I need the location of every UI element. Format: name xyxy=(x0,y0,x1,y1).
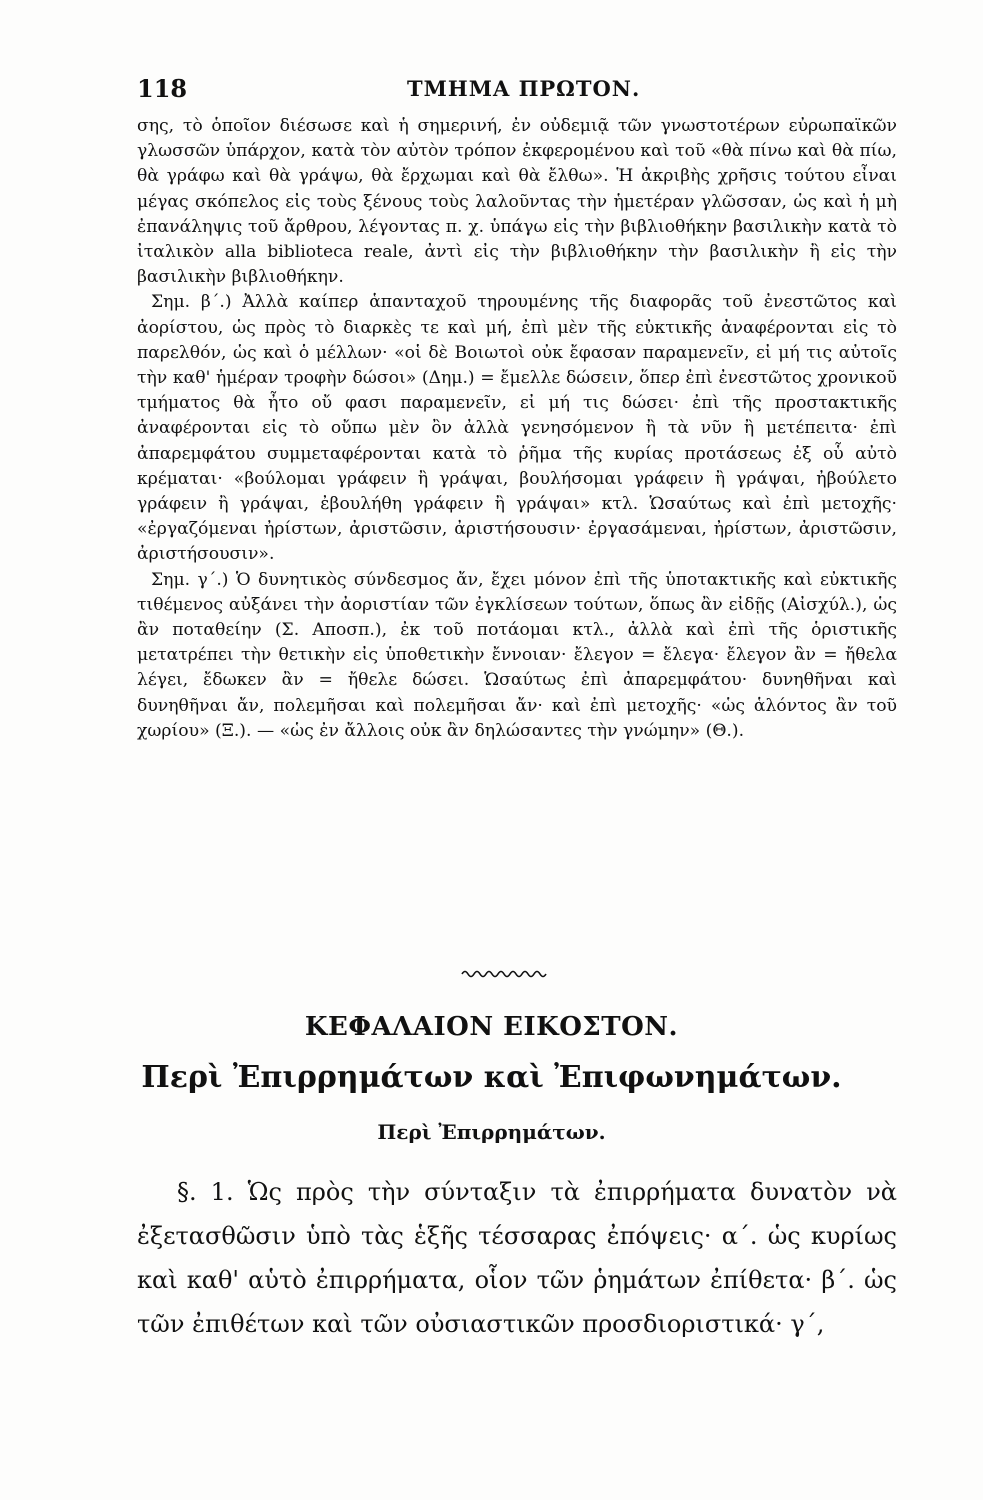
paragraph: §. 1. Ὡς πρὸς τὴν σύνταξιν τὰ ἐπιρρήματα δυνατὸν νὰ ἐξετασθῶσιν ὑπὸ τὰς ἑξῆς τέσσαρας ἐπόψεις· α΄. ὡς κυρίως καὶ καθ' αὑτὸ ἐπιρρήματα, οἷον τῶν ῥημάτων ἐπίθετα· β΄. ὡς τῶν ἐπιθέτων καὶ τῶν οὐσιαστικῶν προσδιοριστικά· γ΄, xyxy=(137,1178,897,1338)
section-subtitle: Περὶ Ἐπιρρημάτων. xyxy=(377,1120,606,1144)
ornament-divider xyxy=(460,968,550,980)
paragraph: σης, τὸ ὁποῖον διέσωσε καὶ ἡ σημερινή, ἐν οὐδεμιᾷ τῶν γνωστοτέρων εὐρωπαϊκῶν γλωσσῶν ὑπάρχον, κατὰ τὸν αὐτὸν τρόπον ἐκφερομένου καὶ τοῦ «θὰ πίνω καὶ θὰ πίω, θὰ γράφω καὶ θὰ γράψω, θὰ ἔρχωμαι καὶ θὰ ἔλθω». Ἡ ἀκριβὴς χρῆσις τούτου εἶναι μέγας σκόπελος εἰς τοὺς ξένους τοὺς λαλοῦντας τὴν ἡμετέραν γλῶσσαν, ὡς καὶ ἡ μὴ ἐπανάληψις τοῦ ἄρθρου, λέγοντας π. χ. ὑπάγω εἰς τὴν βιβλιοθήκην βασιλικὴν κατὰ τὸ ἰταλικὸν alla biblioteca reale, ἀντὶ εἰς τὴν βιβλιοθήκην τὴν βασιλικὴν ἢ εἰς τὴν βασιλικὴν βιβλιοθήκην. xyxy=(137,116,897,288)
paragraph: Σημ. γ΄.) Ὁ δυνητικὸς σύνδεσμος ἄν, ἔχει μόνον ἐπὶ τῆς ὑποτακτικῆς καὶ εὐκτικῆς τιθέμενος αὐξάνει τὴν ἀοριστίαν τῶν ἐγκλίσεων τούτων, ὅπως ἂν εἰδῇς (Αἰσχύλ.), ὡς ἂν ποταθείην (Σ. Αποσπ.), ἐκ τοῦ ποτάομαι κτλ., ἀλλὰ καὶ ἐπὶ τῆς ὁριστικῆς μετατρέπει τὴν θετικὴν εἰς ὑποθετικὴν ἔννοιαν· ἔλεγον = ἔλεγα· ἔλεγον ἂν = ἤθελα λέγει, ἔδωκεν ἂν = ἤθελε δώσει. Ὡσαύτως ἐπὶ ἀπαρεμφάτου· δυνηθῆναι καὶ δυνηθῆναι ἄν, πολεμῆσαι καὶ πολεμῆσαι ἄν· καὶ ἐπὶ μετοχῆς· «ὡς ἁλόντος ἂν τοῦ χωρίου» (Ξ.). — «ὡς ἐν ἄλλοις οὐκ ἂν δηλώσαντες τὴν γνώμην» (Θ.). xyxy=(137,569,897,741)
notes-body xyxy=(137,114,897,744)
paragraph: Σημ. β΄.) Ἀλλὰ καίπερ ἁπανταχοῦ τηρουμένης τῆς διαφορᾶς τοῦ ἐνεστῶτος καὶ ἀορίστου, ὡς πρὸς τὸ διαρκὲς τε καὶ μή, ἐπὶ μὲν τῆς εὐκτικῆς ἀναφέρονται εἰς τὸ παρελθόν, ὡς καὶ ὁ μέλλων· «οἱ δὲ Βοιωτοὶ οὐκ ἔφασαν παραμενεῖν, εἰ μή τις αὐτοῖς τὴν καθ' ἡμέραν τροφὴν δώσοι» (Δημ.) = ἔμελλε δώσειν, ὅπερ ἐπὶ ἐνεστῶτος χρονικοῦ τμήματος θὰ ἦτο οὔ φασι παραμενεῖν, εἰ μή τις δώσει· ἐπὶ τῆς προστακτικῆς ἀναφέρονται εἰς τὸ οὔπω μὲν ὂν ἀλλὰ γενησόμενον ἢ τὰ νῦν ἢ μετέπειτα· ἐπὶ ἀπαρεμφάτου συμμεταφέρονται κατὰ τὸ ῥῆμα τῆς κυρίας προτάσεως ἐξ οὗ αὐτὸ κρέμαται· «βούλομαι γράφειν ἢ γράψαι, βουλήσομαι γράφειν ἢ γράψαι, ἠβούλετο γράφειν ἢ γράψαι, ἐβουλήθη γράφειν ἢ γράψαι» κτλ. Ὡσαύτως καὶ ἐπὶ μετοχῆς· «ἐργαζόμεναι ἠρίστων, ἀριστῶσιν, ἀριστήσουσιν· ἐργασάμεναι, ἠρίστων, ἀριστῶσιν, ἀριστήσουσιν». xyxy=(137,292,897,565)
page-number: 118 xyxy=(137,74,188,103)
page-header xyxy=(137,70,897,110)
running-head: ΤΜΗΜΑ ΠΡΩΤΟΝ. xyxy=(407,76,641,101)
main-body xyxy=(137,1170,897,1346)
chapter-title: ΚΕΦΑΛΑΙΟΝ ΕΙΚΟΣΤΟΝ. xyxy=(304,1012,679,1042)
chapter-subtitle: Περὶ Ἐπιρρημάτων καὶ Ἐπιφωνημάτων. xyxy=(141,1060,842,1095)
